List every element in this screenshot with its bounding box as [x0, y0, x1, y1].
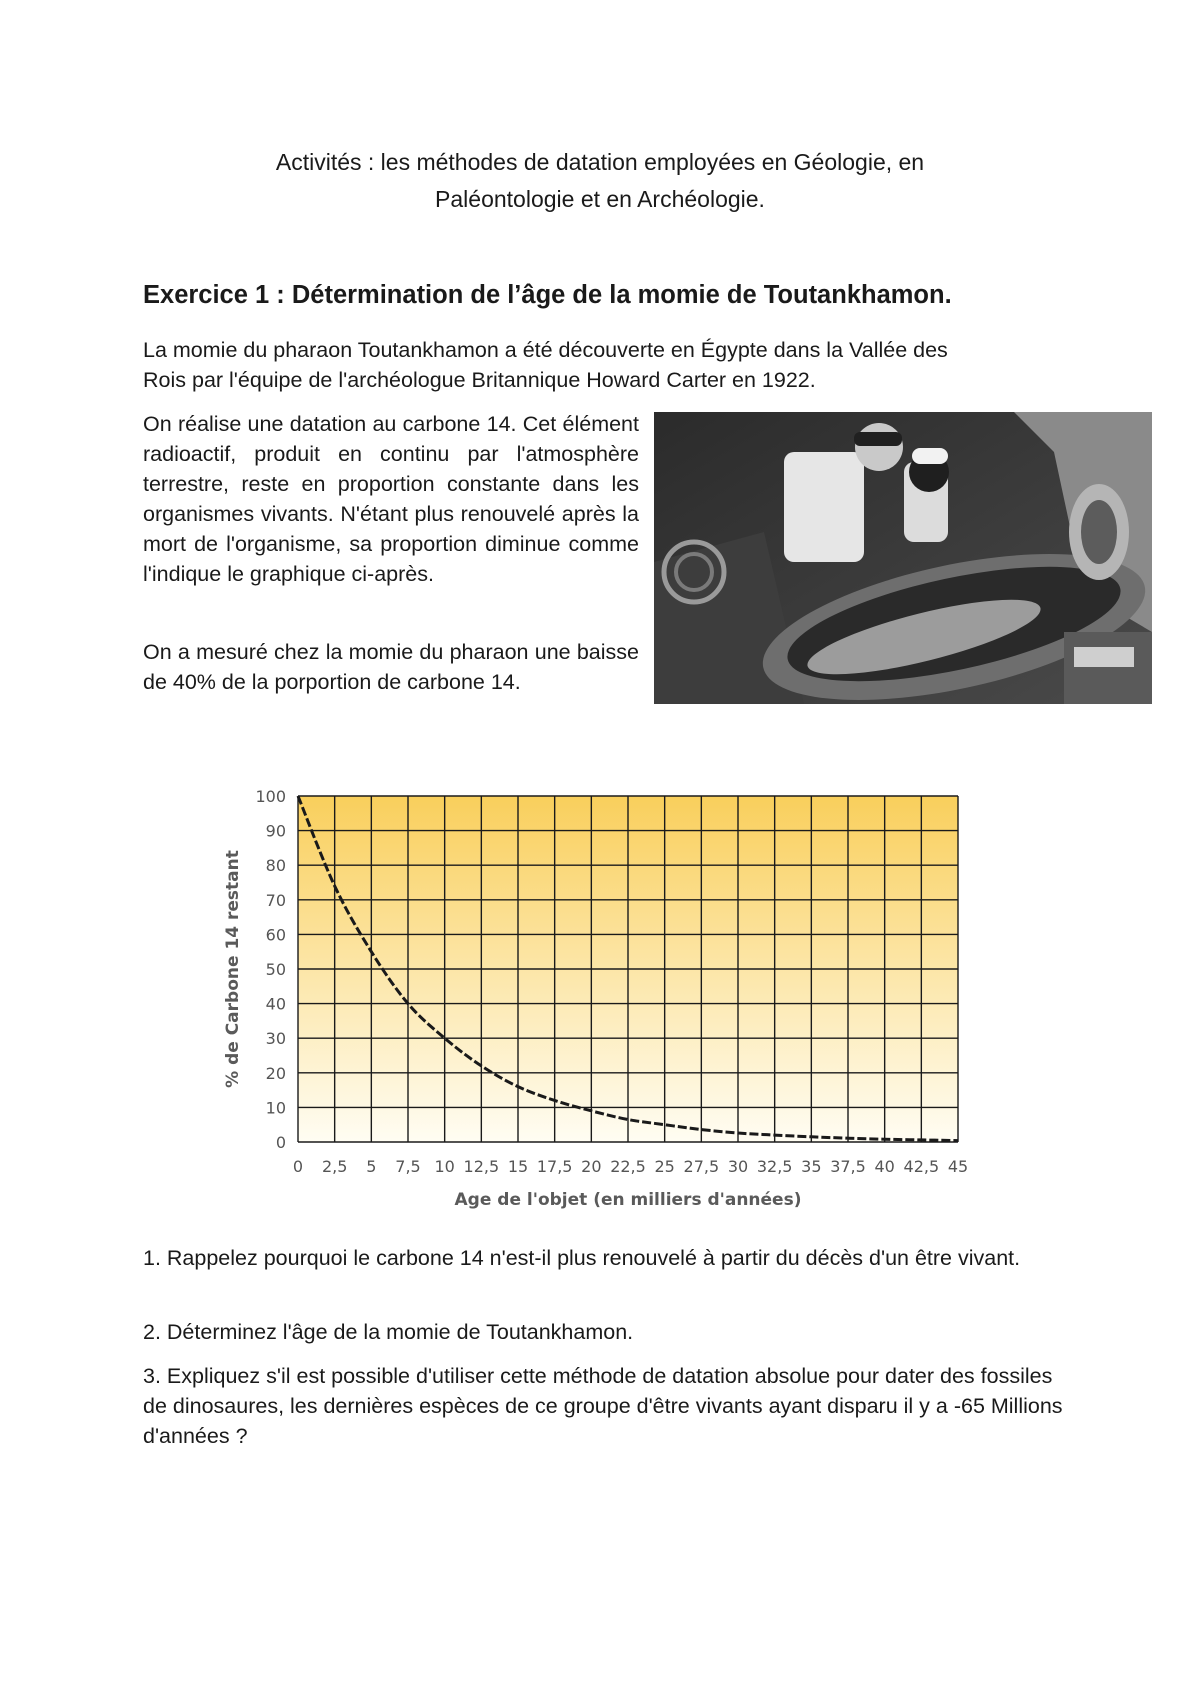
question-1: 1. Rappelez pourquoi le carbone 14 n'est-il plus renouvelé à partir du décès d'un être vivant.	[143, 1246, 1021, 1270]
intro-paragraph	[143, 335, 1068, 395]
x-tick-label: 12,5	[463, 1157, 500, 1176]
y-tick-label: 20	[265, 1063, 286, 1083]
y-tick-label: 70	[265, 890, 286, 910]
title-line-2: Paléontologie et en Archéologie.	[435, 186, 765, 212]
y-axis-label: % de Carbone 14 restant	[223, 850, 243, 1088]
x-tick-label: 7,5	[395, 1157, 421, 1176]
y-tick-label: 0	[275, 1133, 286, 1152]
x-tick-label: 30	[727, 1157, 749, 1176]
question-2: 2. Déterminez l'âge de la momie de Toutankhamon.	[143, 1320, 634, 1344]
x-tick-label: 22,5	[610, 1157, 646, 1176]
x-tick-label: 25	[654, 1157, 675, 1176]
carter-photo	[654, 412, 1152, 704]
carbon-paragraph: On réalise une datation au carbone 14. Cet élément radioactif, produit en continu par l'atmosphère terrestre, reste en proportion constante dans les organismes vivants. N'étant plus renouvelé après la mort de l'organisme, sa proportion diminue comme l'indique le graphique ci-après.	[143, 412, 639, 586]
y-tick-label: 30	[265, 1029, 286, 1049]
exercise-heading: Exercice 1 : Détermination de l’âge de la momie de Toutankhamon.	[143, 281, 952, 309]
question-3: 3. Expliquez s'il est possible d'utiliser cette méthode de datation absolue pour dater des fossiles de dinosaures, les dernières espèces de ce groupe d'être vivants ayant disparu il y a -65 Millions d'années ?	[143, 1364, 1063, 1448]
y-tick-label: 60	[265, 925, 286, 945]
y-tick-label: 80	[265, 856, 286, 876]
x-tick-label: 32,5	[756, 1157, 793, 1176]
intro-line-2: Rois par l'équipe de l'archéologue Britannique Howard Carter en 1922.	[143, 368, 816, 392]
x-axis-label: Age de l'objet (en milliers d'années)	[454, 1190, 802, 1210]
title-line-1: Activités : les méthodes de datation employées en Géologie, en	[275, 149, 925, 175]
x-tick-labels	[293, 1157, 968, 1176]
x-tick-label: 10	[434, 1157, 455, 1176]
x-tick-label: 20	[581, 1157, 602, 1176]
x-tick-label: 5	[366, 1157, 377, 1176]
x-tick-label: 2,5	[321, 1157, 348, 1176]
x-tick-label: 27,5	[683, 1157, 720, 1176]
x-tick-label: 15	[507, 1157, 529, 1176]
x-tick-label: 42,5	[903, 1157, 940, 1176]
y-tick-label: 10	[265, 1098, 286, 1118]
measure-paragraph: On a mesuré chez la momie du pharaon une baisse de 40% de la porportion de carbone 14.	[143, 640, 639, 694]
x-tick-label: 37,5	[830, 1157, 866, 1176]
y-tick-label: 90	[265, 821, 286, 841]
document-title	[0, 144, 1200, 218]
y-tick-label: 100	[255, 787, 286, 806]
y-tick-label: 50	[265, 960, 286, 979]
x-tick-label: 17,5	[536, 1157, 573, 1176]
x-tick-label: 0	[292, 1157, 304, 1176]
carbon-decay-chart	[210, 772, 990, 1222]
x-tick-label: 35	[801, 1157, 822, 1176]
y-tick-labels	[255, 787, 286, 1152]
intro-line-1: La momie du pharaon Toutankhamon a été découverte en Égypte dans la Vallée des	[143, 338, 948, 362]
x-tick-label: 40	[874, 1157, 895, 1176]
x-tick-label: 45	[947, 1157, 969, 1176]
y-tick-label: 40	[265, 994, 286, 1014]
